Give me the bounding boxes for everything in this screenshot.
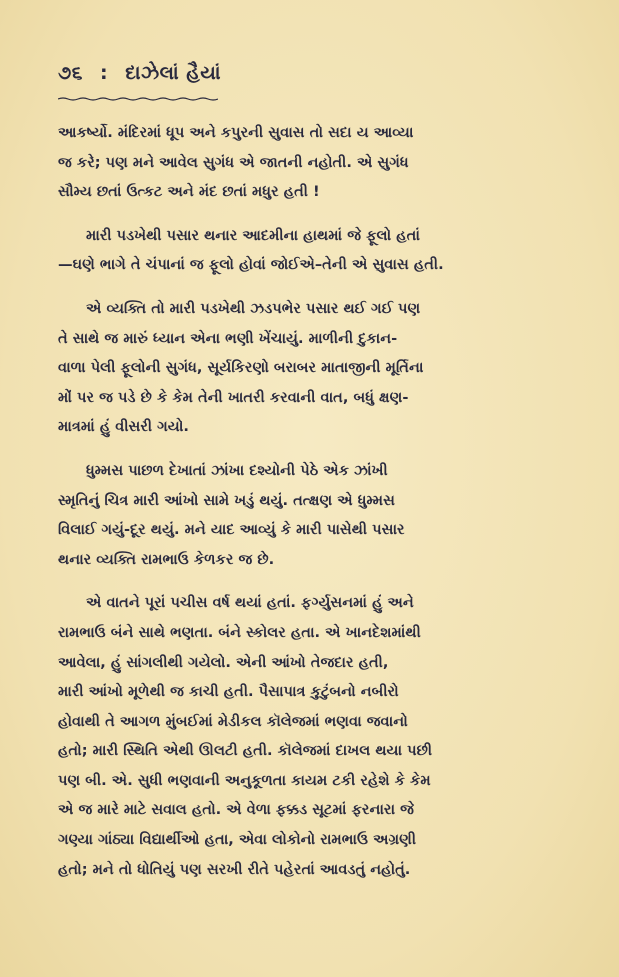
text-line: હતો; મને તો ધોતિયું પણ સરખી રીતે પહેરતાં આવડતું નહોતું. [58,860,411,878]
text-line: સૌમ્ય છતાં ઉત્કટ અને મંદ છતાં મધુર હતી ! [58,183,320,201]
text-line: એ વાતને પૂરાં પચીસ વર્ષ થયાં હતાં. ફર્ગ્યુસનમાં હું અને [86,594,414,612]
text-line: —ઘણે ભાગે તે ચંપાનાં જ ફૂલો હોવાં જોઈએ–તેની એ સુવાસ હતી. [58,256,444,274]
text-line: માત્રમાં હું વીસરી ગયો. [58,418,189,436]
paragraph [58,294,570,442]
page-number: ૭૬ [58,62,83,84]
text-line: આવેલા, હું સાંગલીથી ગયેલો. એની આંખો તેજદાર હતી, [58,653,389,671]
text-line: વિલાઈ ગયું-દૂર થયું. મને યાદ આવ્યું કે મારી પાસેથી પસાર [58,521,405,539]
text-line: ગણ્યા ગાંઠ્યા વિદ્યાર્થીઓ હતા, એવા લોકોનો રામભાઉ અગ્રણી [58,831,417,849]
text-line: મારી આંખો મૂળેથી જ કાચી હતી. પૈસાપાત્ર કુટુંબનો નબીરો [58,683,399,701]
text-line: હતો; મારી સ્થિતિ એથી ઊલટી હતી. કૉલેજમાં દાખલ થયા પછી [58,742,433,760]
text-line: વાળા પેલી ફૂલોની સુગંધ, સૂર્યકિરણો બરાબર માતાજીની મૂર્તિના [58,359,424,377]
text-line: સ્મૃતિનું ચિત્ર મારી આંખો સામે ખડું થયું. તત્ક્ષણ એ ધુમ્મસ [58,491,395,509]
text-line: એ જ મારે માટે સવાલ હતો. એ વેળા ફક્કડ સૂટમાં ફરનારા જે [58,801,414,819]
book-title: દાઝેલાં હૈયાં [125,62,221,84]
text-line: થનાર વ્યક્તિ રામભાઉ કેળકર જ છે. [58,550,275,568]
text-line: તે સાથે જ મારું ધ્યાન એના ભણી ખેંચાયું. માળીની દુકાન- [58,329,398,347]
text-line: ધુમ્મસ પાછળ દેખાતાં ઝાંખા દશ્યોની પેઠે એક ઝાંખી [86,461,388,479]
text-line: એ વ્યક્તિ તો મારી પડખેથી ઝડપભેર પસાર થઈ ગઈ પણ [86,299,421,317]
text-line: રામભાઉ બંને સાથે ભણતા. બંને સ્કોલર હતા. એ ખાનદેશમાંથી [58,623,421,641]
paragraph [58,456,570,574]
body-text [58,118,570,898]
text-line: મારી પડખેથી પસાર થનાર આદમીના હાથમાં જે ફૂલો હતાં [86,226,420,244]
text-line: મોં પર જ પડે છે કે કેમ તેની ખાતરી કરવાની વાત, બધું ક્ષણ- [58,388,409,406]
text-line: પણ બી. એ. સુધી ભણવાની અનુકૂળતા કાયમ ટકી રહેશે કે કેમ [58,771,431,789]
page-header [58,62,221,84]
paragraph [58,118,570,207]
text-line: હોવાથી તે આગળ મુંબઈમાં મેડીકલ કૉલેજમાં ભણવા જવાનો [58,712,408,730]
header-underline [58,97,218,101]
text-line: જ કરે; પણ મને આવેલ સુગંધ એ જાતની નહોતી. એ સુગંધ [58,153,409,171]
paragraph [58,588,570,884]
paragraph [58,221,570,280]
text-line: આકર્ષ્યો. મંદિરમાં ધૂપ અને કપુરની સુવાસ તો સદા ય આવ્યા [58,124,414,141]
header-separator: : [99,62,109,84]
